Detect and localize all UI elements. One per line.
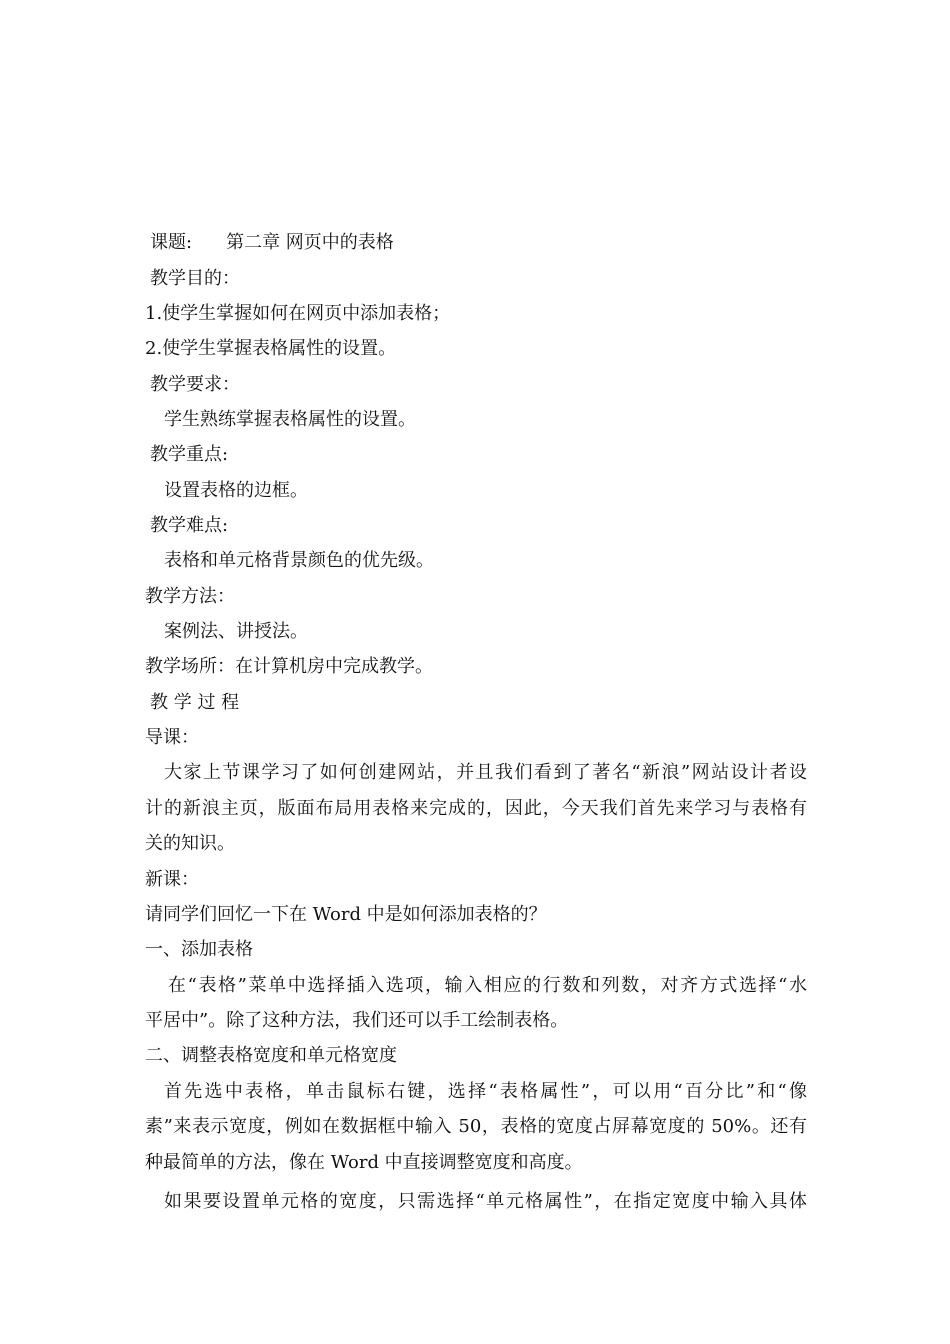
difficulty-text: 表格和单元格背景颜色的优先级。 [164, 550, 434, 571]
requirement-text: 学生熟练掌握表格属性的设置。 [164, 409, 416, 430]
intro-heading: 导课： [145, 727, 199, 748]
new-lesson-question: 请同学们回忆一下在 Word 中是如何添加表格的？ [145, 904, 547, 925]
section-2-line-3: 种最简单的方法，像在 Word 中直接调整宽度和高度。 [145, 1152, 583, 1173]
section-2-line-2: 素”来表示宽度，例如在数据框中输入 50，表格的宽度占屏幕宽度的 50%。还有 [145, 1116, 807, 1137]
section-1-line-1: 在“表格”菜单中选择插入选项，输入相应的行数和列数，对齐方式选择“水 [168, 975, 807, 996]
goal-item-1: 1.使学生掌握如何在网页中添加表格； [145, 303, 451, 324]
goal-item-2: 2.使学生掌握表格属性的设置。 [145, 338, 397, 359]
intro-line-3: 关的知识。 [145, 833, 235, 854]
lesson-title-line [150, 231, 815, 255]
difficulty-heading: 教学难点: [150, 515, 229, 536]
method-text: 案例法、讲授法。 [164, 621, 308, 642]
intro-line-1: 大家上节课学习了如何创建网站，并且我们看到了著名“新浪”网站设计者设 [164, 762, 807, 783]
key-point-heading: 教学重点: [150, 444, 229, 465]
goal-heading: 教学目的： [150, 268, 240, 289]
key-point-text: 设置表格的边框。 [164, 480, 308, 501]
section-2-line-1: 首先选中表格，单击鼠标右键，选择“表格属性”，可以用“百分比”和“像 [164, 1081, 807, 1102]
lesson-title-text: 第二章 网页中的表格 [226, 232, 394, 253]
section-2-heading: 二、调整表格宽度和单元格宽度 [145, 1045, 397, 1066]
process-heading: 教 学 过 程 [150, 692, 240, 713]
method-heading: 教学方法： [145, 586, 235, 607]
place-line: 教学场所：在计算机房中完成教学。 [145, 656, 433, 677]
lesson-title-label: 课题: [150, 232, 193, 253]
section-2-line-4: 如果要设置单元格的宽度，只需选择“单元格属性”，在指定宽度中输入具体 [164, 1191, 807, 1212]
section-1-heading: 一、添加表格 [145, 939, 253, 960]
requirement-heading: 教学要求： [150, 374, 240, 395]
new-lesson-heading: 新课： [145, 869, 199, 890]
section-1-line-2: 平居中”。除了这种方法，我们还可以手工绘制表格。 [145, 1010, 569, 1031]
intro-line-2: 计的新浪主页，版面布局用表格来完成的，因此，今天我们首先来学习与表格有 [145, 798, 807, 819]
